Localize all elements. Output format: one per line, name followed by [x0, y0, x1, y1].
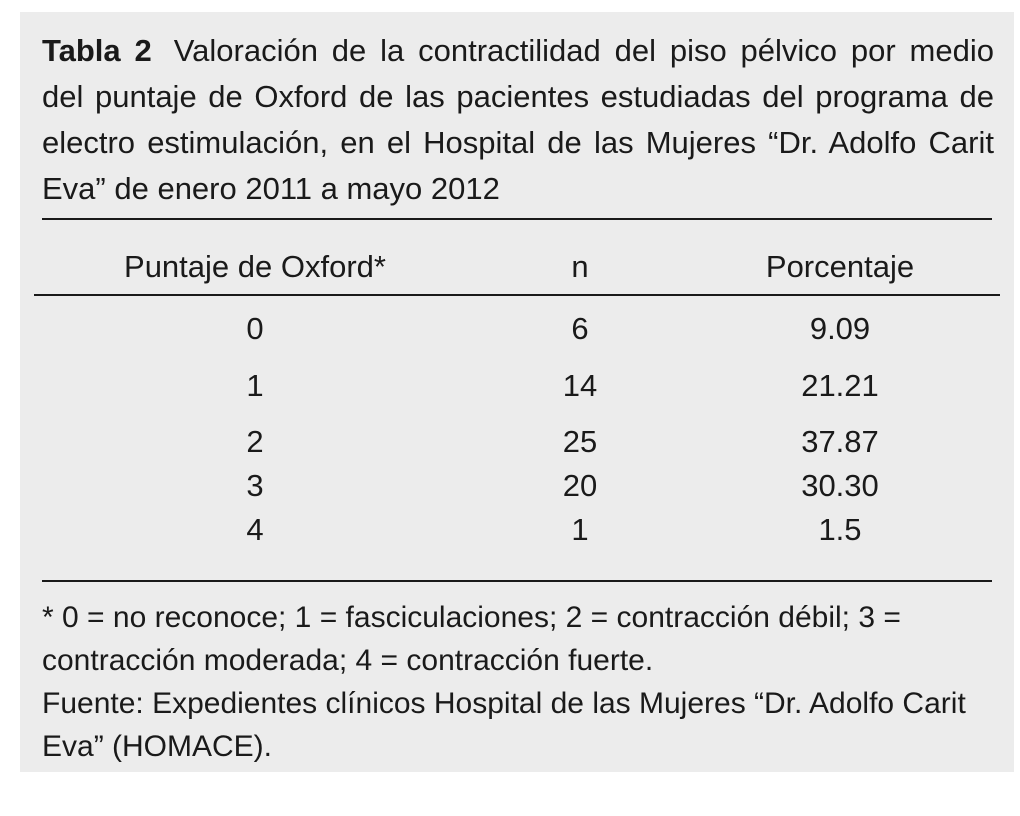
source-text: Fuente: Expedientes clínicos Hospital de las Mujeres “Dr. Adolfo Carit Eva” (HOMACE).: [42, 687, 966, 763]
cell-n: 20: [562, 468, 598, 503]
cell-n: 14: [562, 368, 598, 403]
table-title: Valoración de la contractilidad del piso pélvico por medio del puntaje de Oxford de las pacientes estudiadas del programa de electro estimulación, en el Hospital de las Mujeres “Dr. Adolfo Carit Eva” de enero 2011 a mayo 2012: [42, 33, 994, 206]
cell-oxford: 0: [246, 311, 264, 346]
cell-oxford: 1: [246, 368, 264, 403]
column-header-oxford: Puntaje de Oxford*: [124, 249, 386, 284]
header-rule: [34, 294, 1000, 296]
bottom-rule: [42, 580, 992, 582]
cell-percent: 37.87: [801, 424, 879, 459]
cell-percent: 30.30: [801, 468, 879, 503]
column-header-n: n: [571, 249, 589, 284]
cell-percent: 21.21: [801, 368, 879, 403]
table-notes: [42, 596, 994, 768]
cell-n: 1: [571, 512, 589, 547]
table-caption: [42, 28, 994, 212]
cell-oxford: 3: [246, 468, 264, 503]
column-header-percent: Porcentaje: [765, 249, 915, 284]
table-label: Tabla 2: [42, 33, 152, 68]
cell-percent: 9.09: [809, 311, 871, 346]
cell-percent: 1.5: [818, 512, 862, 547]
cell-n: 25: [562, 424, 598, 459]
top-rule: [42, 218, 992, 220]
cell-oxford: 2: [246, 424, 264, 459]
footnote-text: * 0 = no reconoce; 1 = fasciculaciones; 2 = contracción débil; 3 = contracción moderada; 4 = contracción fuerte.: [42, 601, 901, 677]
cell-oxford: 4: [246, 512, 264, 547]
cell-n: 6: [571, 311, 589, 346]
